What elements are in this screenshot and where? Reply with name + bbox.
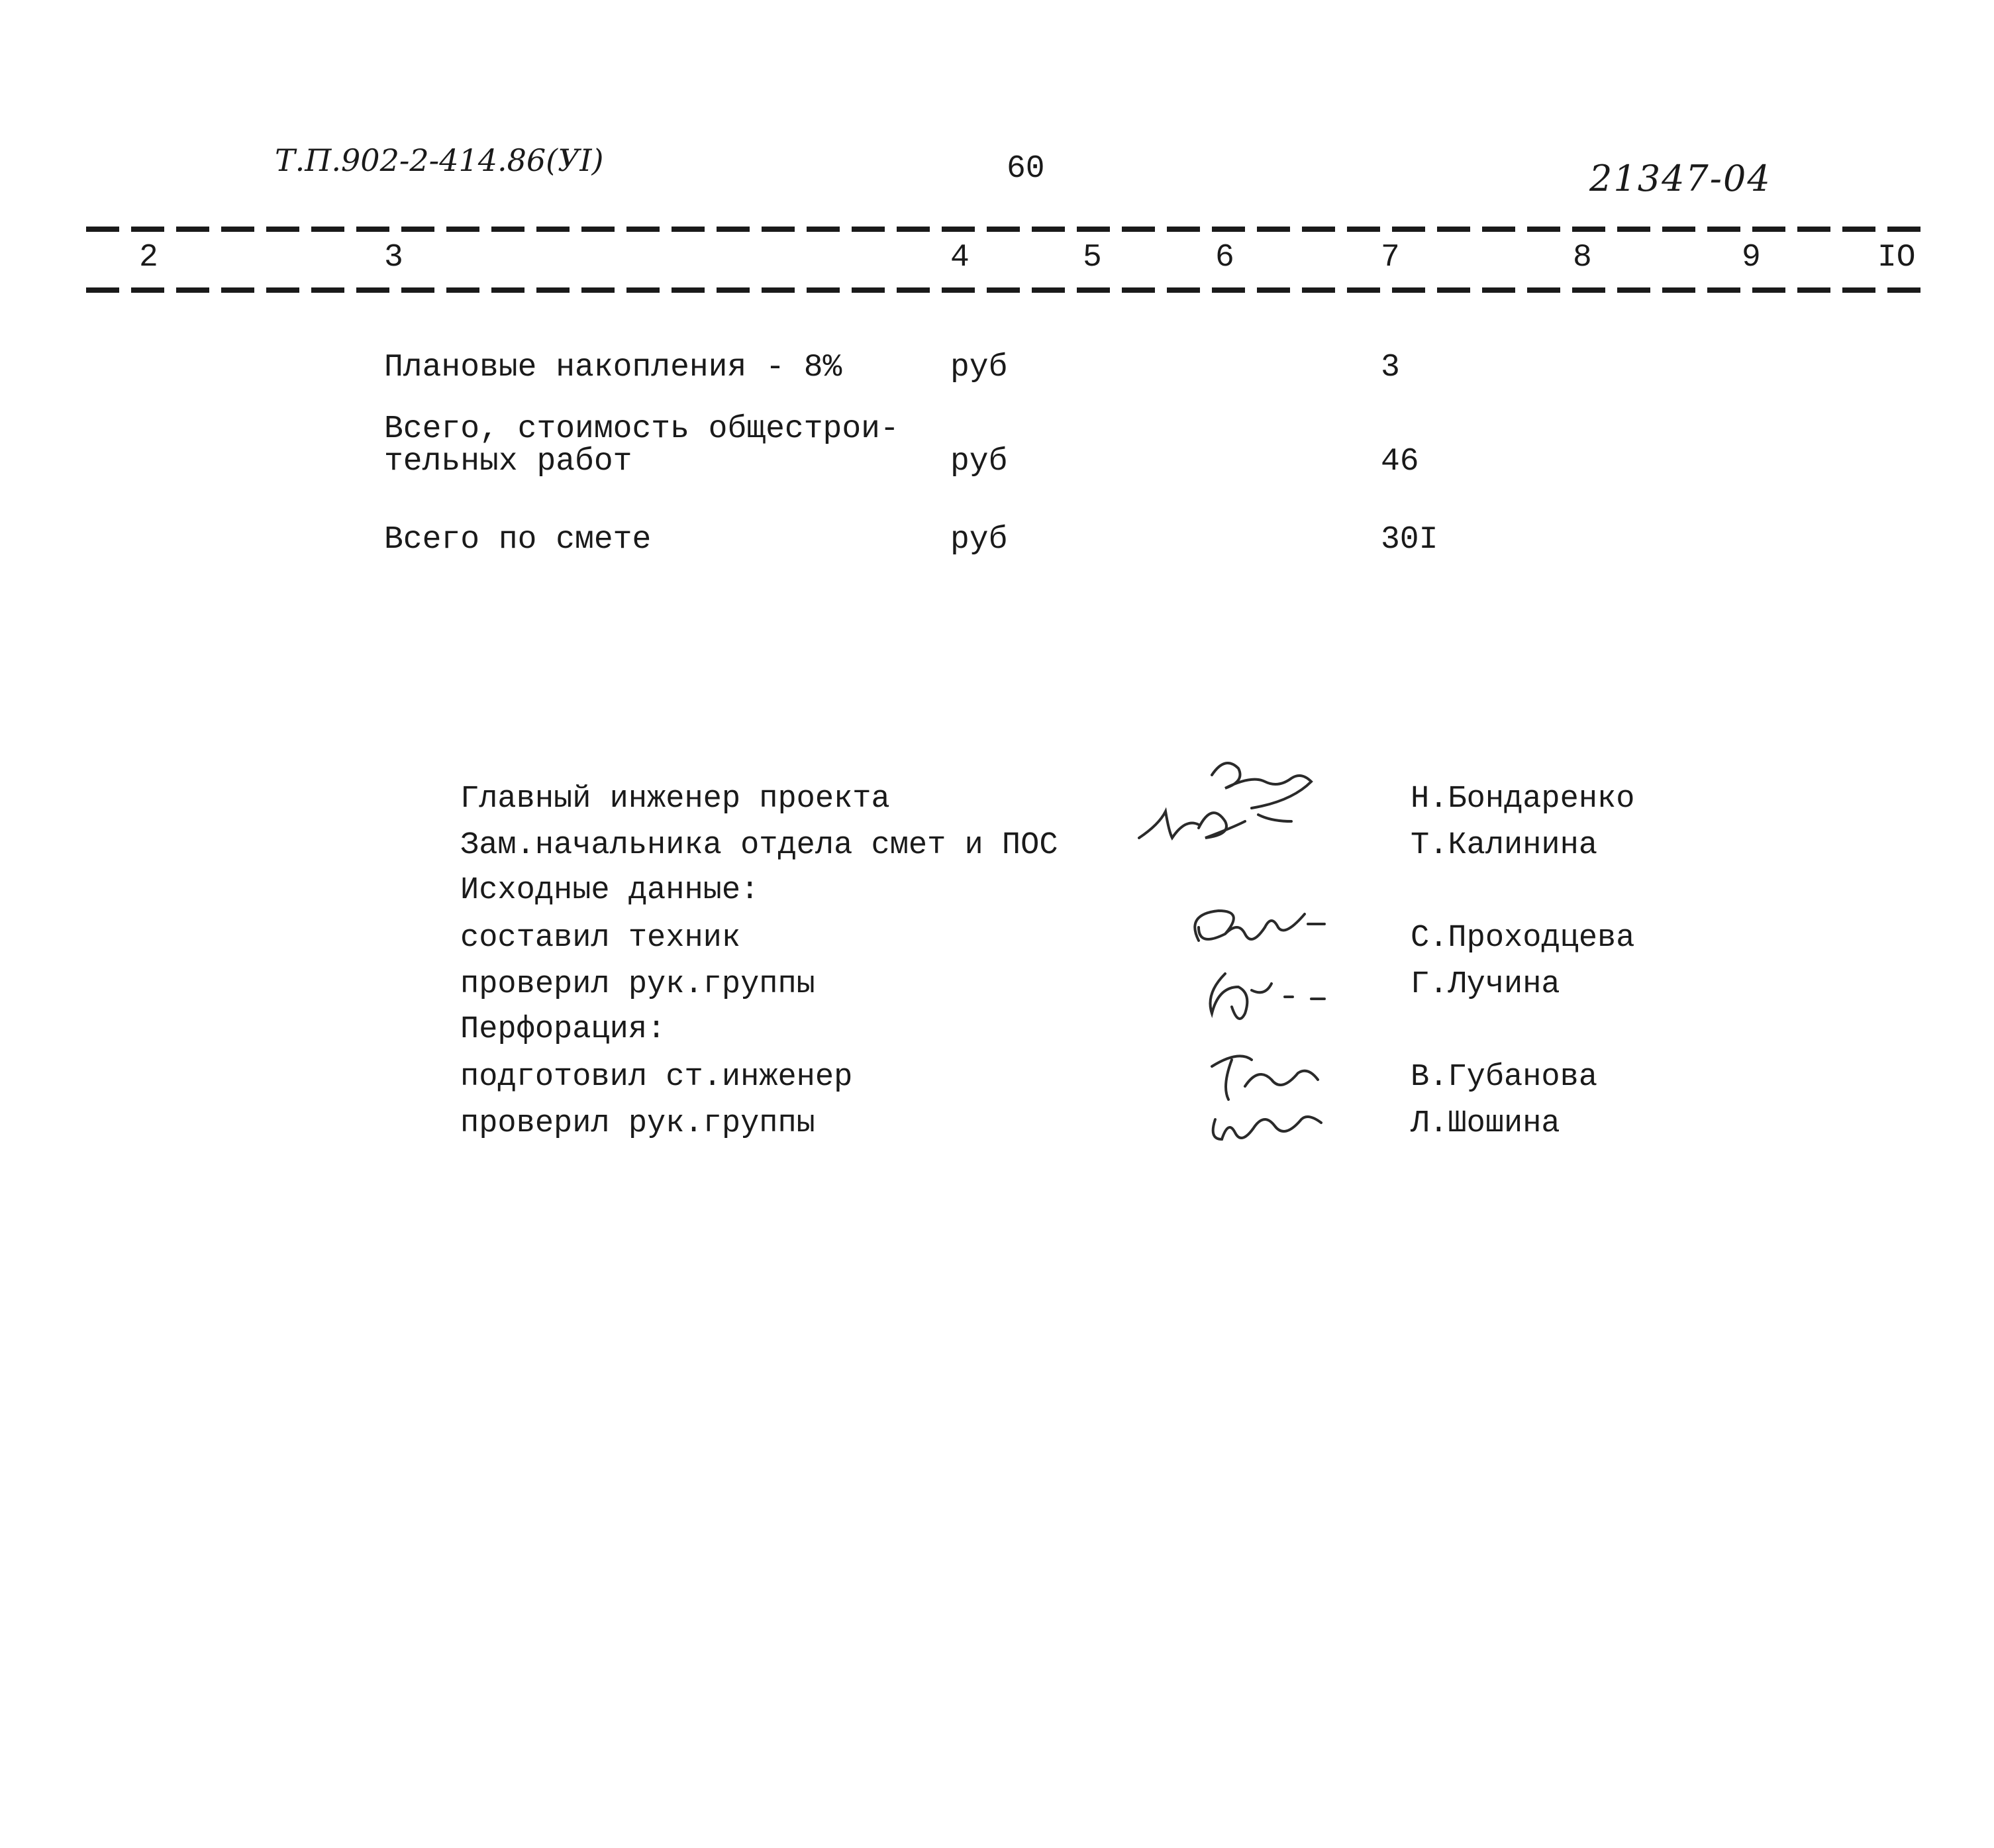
row-value: 30I: [1381, 522, 1438, 558]
signatory-name: Н.Бондаренко: [1411, 782, 1635, 817]
row-value: 3: [1381, 350, 1400, 385]
section-heading: Исходные данные:: [460, 873, 760, 908]
row-unit: руб: [950, 350, 1008, 385]
row-value: 46: [1381, 444, 1419, 480]
row-unit: руб: [950, 444, 1008, 480]
signatory-name: В.Губанова: [1411, 1060, 1598, 1095]
header-rule-top: [86, 227, 1927, 232]
document-code: Т.П.902-2-414.86(УI): [275, 142, 604, 178]
row-unit: руб: [950, 522, 1008, 558]
column-number: 9: [1742, 240, 1761, 276]
signature-label: подготовил ст.инженер: [460, 1060, 853, 1095]
column-number: 3: [384, 240, 403, 276]
signature-label: проверил рук.группы: [460, 1106, 815, 1141]
row-name: Всего по смете: [384, 522, 652, 558]
column-number: 5: [1083, 240, 1102, 276]
column-number: 7: [1381, 240, 1400, 276]
row-name: Всего, стоимость общестрои-: [384, 411, 899, 447]
row-name: Плановые накопления - 8%: [384, 350, 842, 385]
section-heading: Перфорация:: [460, 1012, 666, 1047]
signature-label: проверил рук.группы: [460, 967, 815, 1002]
page-number: 60: [1007, 151, 1045, 187]
header-rule-bottom: [86, 287, 1927, 293]
column-number: 6: [1215, 240, 1234, 276]
signature-label: составил техник: [460, 921, 741, 956]
signature-label: Главный инженер проекта: [460, 782, 890, 817]
column-number: IO: [1877, 240, 1916, 276]
column-number: 2: [139, 240, 158, 276]
signatory-name: Л.Шошина: [1411, 1106, 1560, 1141]
signatory-name: Т.Калинина: [1411, 828, 1598, 863]
signatory-name: Г.Лучина: [1411, 967, 1560, 1002]
column-number: 8: [1573, 240, 1592, 276]
row-name-continued: тельных работ: [384, 444, 632, 480]
sheet-code: 21347-04: [1589, 158, 1771, 199]
signatory-name: С.Проходцева: [1411, 921, 1635, 956]
column-number: 4: [950, 240, 970, 276]
signature-label: Зам.начальника отдела смет и ПОС: [460, 828, 1058, 863]
handwritten-signatures: [1126, 748, 1358, 1848]
